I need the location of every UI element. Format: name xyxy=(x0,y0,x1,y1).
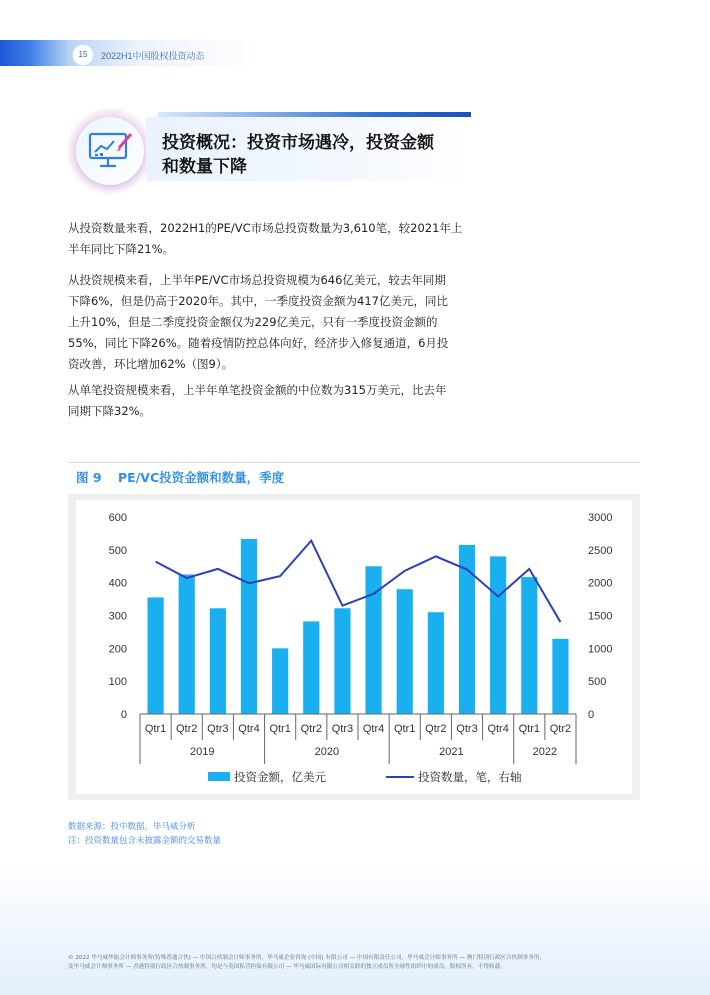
bar xyxy=(490,556,506,714)
x-tick-label: Qtr3 xyxy=(207,723,229,735)
y-left-tick-label: 300 xyxy=(108,610,127,623)
monitor-chart-pen-icon xyxy=(86,128,134,172)
footer-line: 及毕马威会计师事务所 — 香港特别行政区合伙制事务所，均是与英国私营担保有限公司 — 毕马威国际有限公司相关联的独立成员所全球性组织中的成员。版权所有，不得转载。 xyxy=(68,964,506,970)
data-source-note: 数据来源：投中数据，毕马威分析 xyxy=(68,822,196,832)
section-title-line: 和数量下降 xyxy=(162,157,247,177)
y-left-tick-label: 400 xyxy=(108,577,127,590)
bar xyxy=(303,621,319,714)
y-left-tick-label: 600 xyxy=(108,512,127,524)
y-right-tick-label: 3000 xyxy=(588,512,613,524)
investment-chart xyxy=(76,500,632,794)
paragraph-line: 资改善，环比增加62%（图9）。 xyxy=(68,357,234,371)
figure-title: PE/VC投资金额和数量，季度 xyxy=(118,470,285,485)
y-left-tick-label: 200 xyxy=(108,643,127,656)
y-right-tick-label: 2500 xyxy=(588,544,613,557)
paragraph-investment-scale xyxy=(68,270,474,375)
x-tick-label: Qtr3 xyxy=(456,723,478,735)
paragraph-line: 从投资数量来看，2022H1的PE/VC市场总投资数量为3,610笔，较2021年上 xyxy=(68,221,463,235)
bar xyxy=(272,648,288,714)
page-number: 15 xyxy=(72,44,94,66)
x-tick-label: Qtr2 xyxy=(300,723,322,735)
y-right-tick-label: 500 xyxy=(588,676,607,689)
x-tick-label: Qtr2 xyxy=(176,723,198,735)
group-label: 2022 xyxy=(532,746,558,758)
y-right-tick-label: 0 xyxy=(588,709,595,721)
y-right-tick-label: 2000 xyxy=(588,577,613,590)
legend-label-bar: 投资金额，亿美元 xyxy=(234,770,326,784)
x-tick-label: Qtr1 xyxy=(144,723,167,735)
paragraph-line: 从单笔投资规模来看，上半年单笔投资金额的中位数为315万美元，比去年 xyxy=(68,383,447,397)
paragraph-line: 半年同比下降21%。 xyxy=(68,242,175,256)
y-right-tick-label: 1500 xyxy=(588,610,613,623)
bar xyxy=(397,589,413,714)
y-left-tick-label: 500 xyxy=(108,544,127,557)
x-tick-label: Qtr1 xyxy=(518,723,540,735)
paragraph-line: 同期下降32%。 xyxy=(68,404,152,418)
x-tick-label: Qtr1 xyxy=(394,723,416,735)
section-title-line: 投资概况：投资市场遇冷，投资金额 xyxy=(162,133,434,153)
section-title xyxy=(162,131,467,179)
group-label: 2020 xyxy=(314,746,340,758)
chart-panel xyxy=(76,500,632,794)
x-tick-label: Qtr3 xyxy=(331,723,354,735)
x-tick-label: Qtr2 xyxy=(425,723,447,735)
group-label: 2021 xyxy=(439,746,464,758)
y-left-tick-label: 0 xyxy=(120,709,127,721)
group-label: 2019 xyxy=(190,746,215,758)
figure-label: 图 9 xyxy=(76,470,102,485)
paragraph-line: 55%，同比下降26%。随着疫情防控总体向好，经济步入修复通道，6月投 xyxy=(68,336,449,350)
paragraph-deal-size xyxy=(68,380,474,422)
bar xyxy=(428,612,444,714)
y-left-tick-label: 100 xyxy=(108,676,127,689)
bar xyxy=(210,608,226,714)
x-tick-label: Qtr4 xyxy=(238,723,260,735)
x-tick-label: Qtr1 xyxy=(269,723,291,735)
x-tick-label: Qtr4 xyxy=(362,723,385,735)
paragraph-line: 下降6%，但是仍高于2020年。其中，一季度投资金额为417亿美元，同比 xyxy=(68,294,448,308)
footer-background xyxy=(0,860,710,995)
bar xyxy=(241,539,257,714)
bar xyxy=(521,577,537,714)
footer-line: © 2022 毕马威华振会计师事务所(特殊普通合伙) — 中国合伙制会计师事务所，毕马威企业咨询 (中国) 有限公司 — 中国有限责任公司，毕马威会计师事务所 — 澳门特别行政区合伙制事务所， xyxy=(68,955,546,961)
legend-swatch-bar xyxy=(208,772,230,781)
legend-label-line: 投资数量，笔，右轴 xyxy=(418,770,522,784)
figure-rule xyxy=(68,462,640,463)
footer-copyright xyxy=(68,954,648,972)
paragraph-line: 上升10%，但是二季度投资金额仅为229亿美元，只有一季度投资金额的 xyxy=(68,315,438,329)
paragraph-line: 从投资规模来看，上半年PE/VC市场总投资规模为646亿美元，较去年同期 xyxy=(68,273,446,287)
x-tick-label: Qtr2 xyxy=(549,723,572,735)
bar xyxy=(334,608,350,714)
bar xyxy=(179,574,195,714)
report-title: 2022H1中国股权投资动态 xyxy=(101,51,205,61)
footnote: 注：投资数量包含未披露金额的交易数量 xyxy=(68,836,222,846)
x-tick-label: Qtr4 xyxy=(487,723,509,735)
paragraph-investment-count xyxy=(68,218,474,260)
bar xyxy=(552,639,568,714)
y-right-tick-label: 1000 xyxy=(588,643,613,656)
bar xyxy=(147,597,163,714)
